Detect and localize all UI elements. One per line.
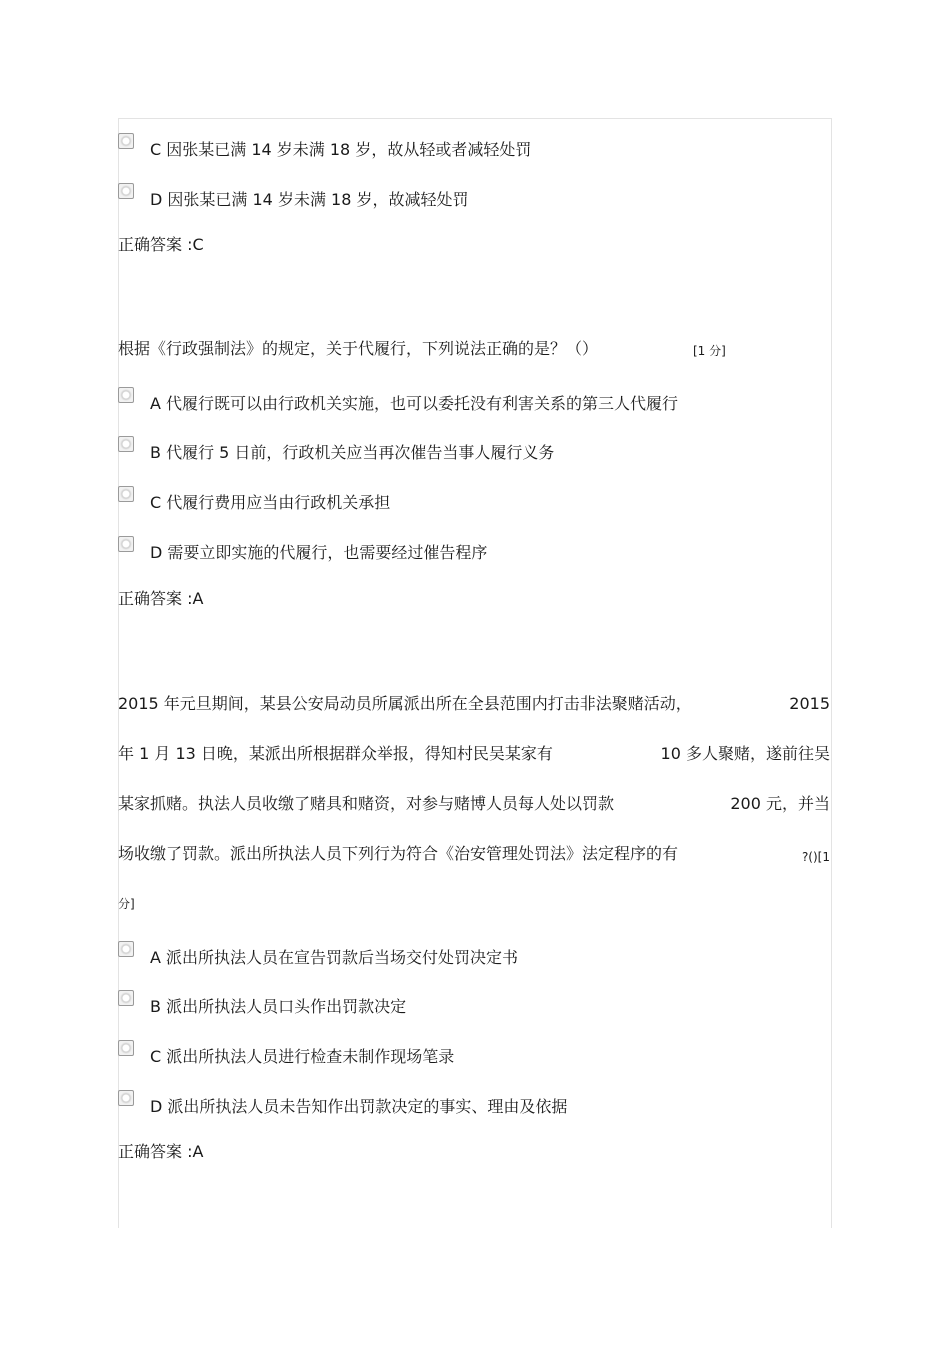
q2-correct-answer: 正确答案 :A — [118, 589, 204, 608]
radio-button-icon[interactable] — [118, 486, 134, 502]
q3-score: ?()[1 — [801, 850, 830, 864]
radio-button-icon[interactable] — [118, 1090, 134, 1106]
radio-button-icon[interactable] — [118, 183, 134, 199]
radio-button-icon[interactable] — [118, 941, 134, 957]
radio-button-icon[interactable] — [118, 536, 134, 552]
q2-score: [1 分] — [693, 344, 726, 358]
radio-button-icon[interactable] — [118, 387, 134, 403]
q1-correct-answer: 正确答案 :C — [118, 235, 204, 254]
q2-stem: 根据《行政强制法》的规定，关于代履行，下列说法正确的是？（） [1 分] — [118, 339, 598, 359]
radio-button-icon[interactable] — [118, 990, 134, 1006]
radio-button-icon[interactable] — [118, 436, 134, 452]
q3-correct-answer: 正确答案 :A — [118, 1142, 204, 1161]
radio-button-icon[interactable] — [118, 133, 134, 149]
radio-button-icon[interactable] — [118, 1040, 134, 1056]
